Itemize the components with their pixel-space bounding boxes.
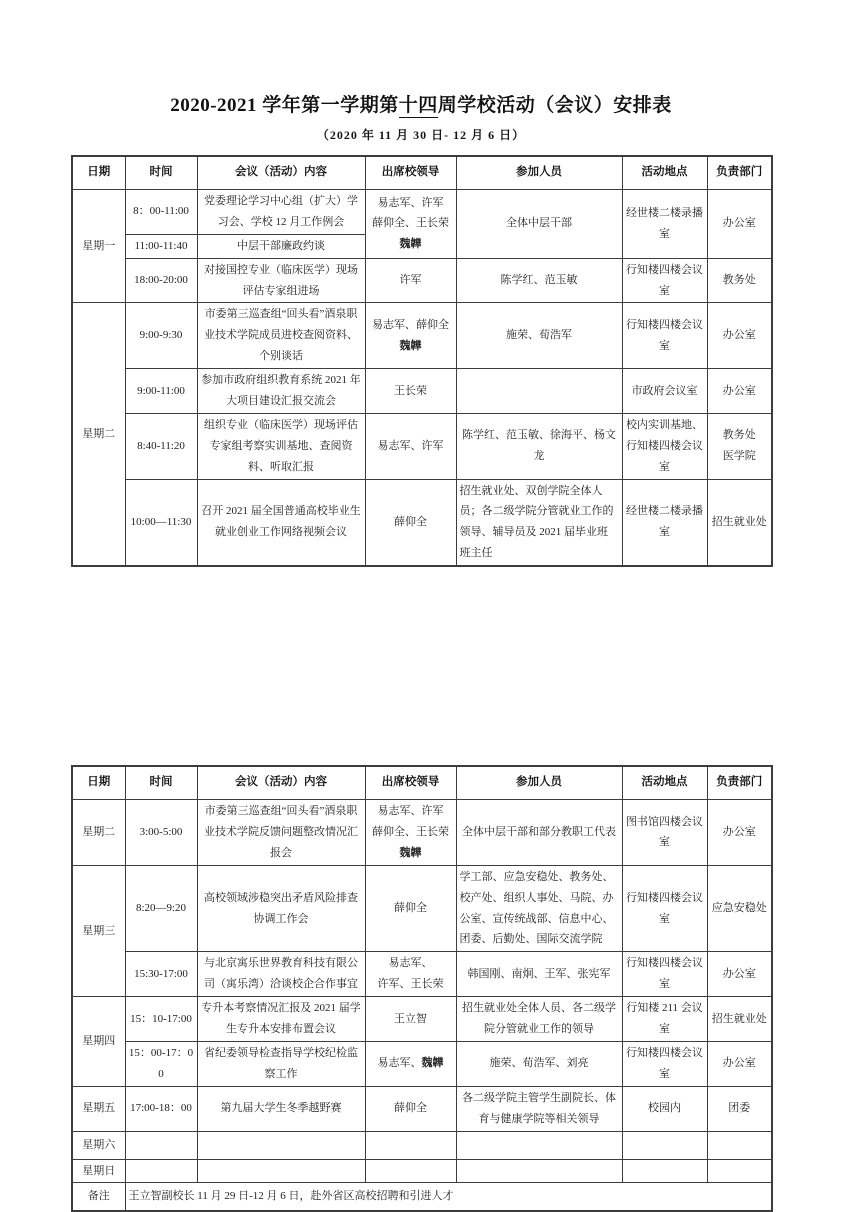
cell-line xyxy=(369,234,453,255)
table-row xyxy=(72,800,772,866)
column-header-leaders: 出席校领导 xyxy=(365,766,456,800)
leaders-cell xyxy=(365,303,456,369)
content-cell: 与北京寓乐世界教育科技有限公司（寓乐湾）洽谈校企合作事宜 xyxy=(197,952,365,997)
department-cell: 应急安稳处 xyxy=(707,865,772,952)
location-cell: 行知楼四楼会议室 xyxy=(622,1041,707,1086)
department-cell: 招生就业处 xyxy=(707,479,772,566)
department-cell: 办公室 xyxy=(707,952,772,997)
day-cell: 星期四 xyxy=(72,997,125,1087)
department-cell: 办公室 xyxy=(707,1041,772,1086)
location-cell: 市政府会议室 xyxy=(622,369,707,414)
day-cell: 星期五 xyxy=(72,1086,125,1131)
department-cell: 办公室 xyxy=(707,800,772,866)
column-header-time: 时间 xyxy=(125,766,197,800)
leaders-cell: 薛仰全 xyxy=(365,1086,456,1131)
table-row xyxy=(72,190,772,235)
time-cell: 17:00-18：00 xyxy=(125,1086,197,1131)
leaders-cell: 王长荣 xyxy=(365,369,456,414)
leaders-cell: 薛仰全 xyxy=(365,479,456,566)
cell-text: 易志军、许军 xyxy=(377,805,444,818)
content-cell: 召开 2021 届全国普通高校毕业生就业创业工作网络视频会议 xyxy=(197,479,365,566)
time-cell: 8：00-11:00 xyxy=(125,190,197,235)
participants-cell: 全体中层干部 xyxy=(456,190,622,259)
department-cell xyxy=(707,1131,772,1159)
location-cell: 经世楼二楼录播室 xyxy=(622,479,707,566)
time-cell: 10:00—11:30 xyxy=(125,479,197,566)
schedule-table-week-second-half xyxy=(71,765,773,1212)
bold-person-name: 魏韡 xyxy=(399,339,422,352)
location-cell: 校园内 xyxy=(622,1086,707,1131)
time-cell: 15：10-17:00 xyxy=(125,997,197,1042)
participants-cell: 陈学红、范玉敏 xyxy=(456,258,622,303)
participants-cell: 全体中层干部和部分教职工代表 xyxy=(456,800,622,866)
leaders-cell: 薛仰全 xyxy=(365,865,456,952)
cell-text: 薛仰全、王长荣 xyxy=(372,826,449,839)
time-cell xyxy=(125,1159,197,1183)
cell-text: 易志军、许军 xyxy=(377,196,444,209)
participants-cell: 陈学红、范玉敏、徐海平、杨文龙 xyxy=(456,413,622,479)
leaders-cell xyxy=(365,1159,456,1183)
time-cell: 9:00-11:00 xyxy=(125,369,197,414)
location-cell: 经世楼二楼录播室 xyxy=(622,190,707,259)
cell-text: 医学院 xyxy=(722,450,756,463)
cell-line xyxy=(369,953,453,974)
participants-cell xyxy=(456,1131,622,1159)
column-header-content: 会议（活动）内容 xyxy=(197,766,365,800)
location-cell: 行知楼四楼会议室 xyxy=(622,258,707,303)
time-cell: 18:00-20:00 xyxy=(125,258,197,303)
page-title xyxy=(0,0,842,117)
table-row xyxy=(72,1131,772,1159)
week-number-underlined: 十四 xyxy=(398,95,438,116)
time-cell: 15:30-17:00 xyxy=(125,952,197,997)
content-cell: 省纪委领导检查指导学校纪检监察工作 xyxy=(197,1041,365,1086)
department-cell: 教务处 xyxy=(707,258,772,303)
content-cell: 党委理论学习中心组（扩大）学习会、学校 12 月工作例会 xyxy=(197,190,365,235)
column-header-leaders: 出席校领导 xyxy=(365,156,456,190)
cell-line xyxy=(369,336,453,357)
bold-person-name: 魏韡 xyxy=(421,1057,444,1070)
time-cell: 9:00-9:30 xyxy=(125,303,197,369)
location-cell xyxy=(622,1159,707,1183)
participants-cell: 韩国刚、南炯、王军、张宪军 xyxy=(456,952,622,997)
table-row xyxy=(72,997,772,1042)
cell-line xyxy=(369,1053,453,1074)
participants-cell: 招生就业处全体人员、各二级学院分管就业工作的领导 xyxy=(456,997,622,1042)
leaders-cell xyxy=(365,800,456,866)
cell-text: 许军、王长荣 xyxy=(377,978,444,991)
column-header-department: 负责部门 xyxy=(707,766,772,800)
date-range: （2020 年 11 月 30 日- 12 月 6 日） xyxy=(316,128,526,142)
participants-cell xyxy=(456,1159,622,1183)
leaders-cell: 王立智 xyxy=(365,997,456,1042)
column-header-location: 活动地点 xyxy=(622,156,707,190)
location-cell: 图书馆四楼会议室 xyxy=(622,800,707,866)
cell-text: 教务处 xyxy=(722,429,756,442)
table-row xyxy=(72,479,772,566)
department-cell: 团委 xyxy=(707,1086,772,1131)
cell-text: 易志军、 xyxy=(388,957,433,970)
cell-line xyxy=(369,193,453,214)
table-row xyxy=(72,865,772,952)
header-row xyxy=(72,766,772,800)
participants-cell: 各二级学院主管学生副院长、体育与健康学院等相关领导 xyxy=(456,1086,622,1131)
participants-cell: 招生就业处、双创学院全体人员；各二级学院分管就业工作的领导、辅导员及 2021 届毕业班班主任 xyxy=(456,479,622,566)
content-cell xyxy=(197,1131,365,1159)
table-row xyxy=(72,303,772,369)
column-header-department: 负责部门 xyxy=(707,156,772,190)
content-cell: 市委第三巡查组“回头看”酒泉职业技术学院反馈问题整改情况汇报会 xyxy=(197,800,365,866)
leaders-cell: 许军 xyxy=(365,258,456,303)
table-row xyxy=(72,1041,772,1086)
cell-line xyxy=(711,425,769,446)
cell-line xyxy=(369,213,453,234)
content-cell: 参加市政府组织教育系统 2021 年大项目建设汇报交流会 xyxy=(197,369,365,414)
day-cell: 星期日 xyxy=(72,1159,125,1183)
content-cell xyxy=(197,1159,365,1183)
cell-line xyxy=(369,974,453,995)
table-row xyxy=(72,369,772,414)
column-header-content: 会议（活动）内容 xyxy=(197,156,365,190)
leaders-cell xyxy=(365,190,456,259)
content-cell: 组织专业（临床医学）现场评估专家组考察实训基地、查阅资料、听取汇报 xyxy=(197,413,365,479)
participants-cell: 施荣、荀浩军、刘亮 xyxy=(456,1041,622,1086)
department-cell: 招生就业处 xyxy=(707,997,772,1042)
content-cell: 对接国控专业（临床医学）现场评估专家组进场 xyxy=(197,258,365,303)
time-cell: 8:40-11:20 xyxy=(125,413,197,479)
location-cell: 校内实训基地、行知楼四楼会议室 xyxy=(622,413,707,479)
bold-person-name: 魏韡 xyxy=(399,238,422,251)
bold-person-name: 魏韡 xyxy=(399,846,422,859)
leaders-cell: 易志军、许军 xyxy=(365,413,456,479)
leaders-cell xyxy=(365,952,456,997)
cell-line xyxy=(369,801,453,822)
content-cell: 高校领域涉稳突出矛盾风险排查协调工作会 xyxy=(197,865,365,952)
location-cell: 行知楼 211 会议室 xyxy=(622,997,707,1042)
cell-text: 易志军、 xyxy=(377,1057,422,1070)
table-row xyxy=(72,1183,772,1211)
column-header-day: 日期 xyxy=(72,766,125,800)
day-cell: 星期六 xyxy=(72,1131,125,1159)
department-cell: 办公室 xyxy=(707,369,772,414)
cell-text: 易志军、薛仰全 xyxy=(372,318,449,331)
column-header-location: 活动地点 xyxy=(622,766,707,800)
time-cell: 8:20—9:20 xyxy=(125,865,197,952)
table-row xyxy=(72,1159,772,1183)
notes-content-cell: 王立智副校长 11 月 29 日-12 月 6 日，赴外省区高校招聘和引进人才 xyxy=(125,1183,772,1211)
time-cell: 15：00-17：00 xyxy=(125,1041,197,1086)
day-cell: 星期二 xyxy=(72,800,125,866)
column-header-participants: 参加人员 xyxy=(456,766,622,800)
content-cell: 市委第三巡查组“回头看”酒泉职业技术学院成员进校查阅资料、个别谈话 xyxy=(197,303,365,369)
column-header-time: 时间 xyxy=(125,156,197,190)
cell-line xyxy=(369,315,453,336)
department-cell: 办公室 xyxy=(707,303,772,369)
participants-cell xyxy=(456,369,622,414)
title-prefix: 2020-2021 学年第一学期第 xyxy=(170,95,399,116)
column-header-participants: 参加人员 xyxy=(456,156,622,190)
content-cell: 中层干部廉政约谈 xyxy=(197,234,365,258)
day-cell: 星期二 xyxy=(72,303,125,566)
title-suffix: 周学校活动（会议）安排表 xyxy=(437,95,672,116)
header-row xyxy=(72,156,772,190)
time-cell: 11:00-11:40 xyxy=(125,234,197,258)
time-cell: 3:00-5:00 xyxy=(125,800,197,866)
table-row xyxy=(72,952,772,997)
content-cell: 第九届大学生冬季越野赛 xyxy=(197,1086,365,1131)
day-cell: 星期一 xyxy=(72,190,125,303)
table-row xyxy=(72,258,772,303)
cell-line xyxy=(369,843,453,864)
leaders-cell xyxy=(365,1131,456,1159)
notes-label-cell: 备注 xyxy=(72,1183,125,1211)
location-cell: 行知楼四楼会议室 xyxy=(622,865,707,952)
schedule-table-week-first-half xyxy=(71,155,773,567)
participants-cell: 施荣、荀浩军 xyxy=(456,303,622,369)
day-cell: 星期三 xyxy=(72,865,125,996)
table-row xyxy=(72,413,772,479)
table-row xyxy=(72,1086,772,1131)
participants-cell: 学工部、应急安稳处、教务处、校产处、组织人事处、马院、办公室、宣传统战部、信息中心、团委、后勤处、国际交流学院 xyxy=(456,865,622,952)
time-cell xyxy=(125,1131,197,1159)
content-cell: 专升本考察情况汇报及 2021 届学生专升本安排布置会议 xyxy=(197,997,365,1042)
cell-line xyxy=(711,446,769,467)
location-cell xyxy=(622,1131,707,1159)
department-cell xyxy=(707,1159,772,1183)
department-cell: 办公室 xyxy=(707,190,772,259)
location-cell: 行知楼四楼会议室 xyxy=(622,303,707,369)
department-cell xyxy=(707,413,772,479)
cell-text: 薛仰全、王长荣 xyxy=(372,217,449,230)
location-cell: 行知楼四楼会议室 xyxy=(622,952,707,997)
column-header-day: 日期 xyxy=(72,156,125,190)
leaders-cell xyxy=(365,1041,456,1086)
cell-line xyxy=(369,822,453,843)
